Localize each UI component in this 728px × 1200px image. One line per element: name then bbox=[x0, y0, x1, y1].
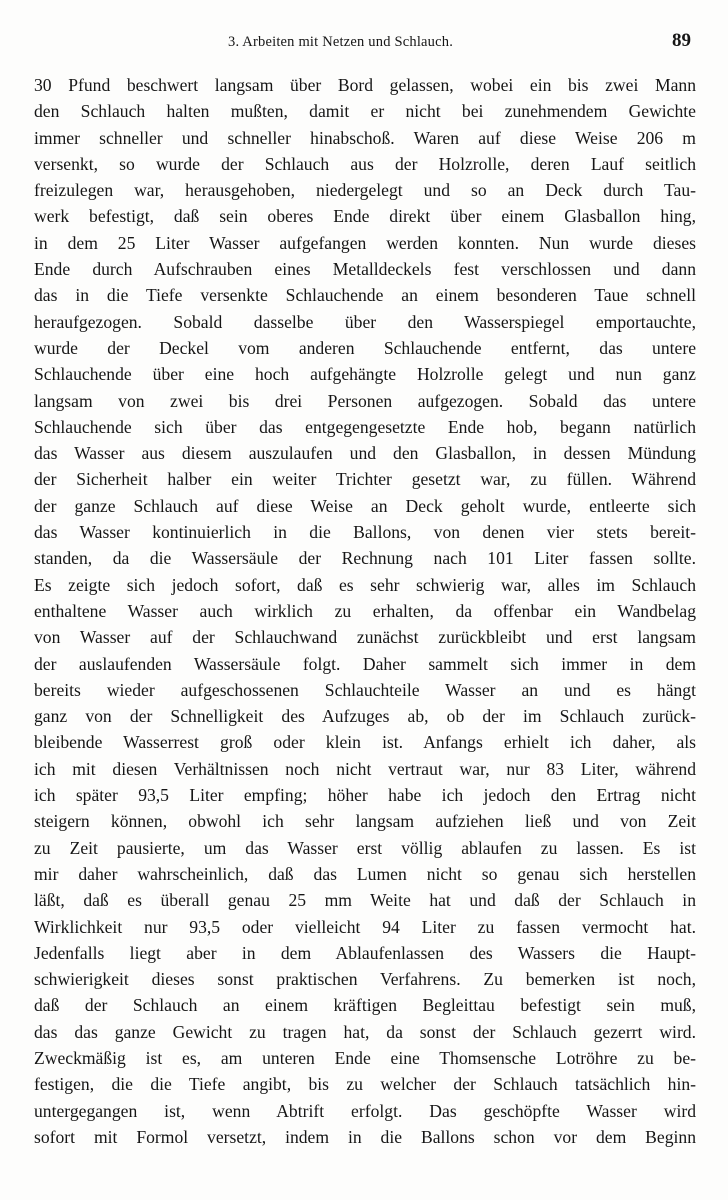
text-line: langsam von zwei bis drei Personen aufgezogen. Sobald das untere bbox=[34, 390, 696, 411]
text-line: daß der Schlauch an einem kräftigen Begleittau befestigt sein muß, bbox=[34, 995, 696, 1016]
text-line: werk befestigt, daß sein oberes Ende direkt über einem Glasballon hing, bbox=[34, 206, 696, 227]
text-line: mir daher wahrscheinlich, daß das Lumen nicht so genau sich herstellen bbox=[34, 863, 696, 884]
text-line: heraufgezogen. Sobald dasselbe über den Wasserspiegel emportauchte, bbox=[34, 311, 696, 332]
text-line: freizulegen war, herausgehoben, niedergelegt und so an Deck durch Tau- bbox=[34, 180, 696, 201]
text-line: sofort mit Formol versetzt, indem in die Ballons schon vor dem Beginn bbox=[34, 1126, 696, 1147]
text-line: in dem 25 Liter Wasser aufgefangen werden konnten. Nun wurde dieses bbox=[34, 232, 696, 253]
text-line: versenkt, so wurde der Schlauch aus der Holzrolle, deren Lauf seitlich bbox=[34, 153, 696, 174]
text-line: schwierigkeit dieses sonst praktischen Verfahrens. Zu bemerken ist noch, bbox=[34, 969, 696, 990]
text-line: der auslaufenden Wassersäule folgt. Daher sammelt sich immer in dem bbox=[34, 653, 696, 674]
text-line: steigern können, obwohl ich sehr langsam aufziehen ließ und von Zeit bbox=[34, 811, 696, 832]
text-line: bleibende Wasserrest groß oder klein ist. Anfangs erhielt ich daher, als bbox=[34, 732, 696, 753]
body-text bbox=[34, 72, 696, 1150]
text-line: zu Zeit pausierte, um das Wasser erst völlig ablaufen zu lassen. Es ist bbox=[34, 837, 696, 858]
text-line: ich später 93,5 Liter empfing; höher habe ich jedoch den Ertrag nicht bbox=[34, 785, 696, 806]
text-line: Schlauchende sich über das entgegengesetzte Ende hob, begann natürlich bbox=[34, 416, 696, 437]
text-line: ganz von der Schnelligkeit des Aufzuges ab, ob der im Schlauch zurück- bbox=[34, 706, 696, 727]
running-title: 3. Arbeiten mit Netzen und Schlauch. bbox=[228, 34, 454, 50]
text-line: untergegangen ist, wenn Abtrift erfolgt. Das geschöpfte Wasser wird bbox=[34, 1100, 696, 1121]
text-line: von Wasser auf der Schlauchwand zunächst zurückbleibt und erst langsam bbox=[34, 627, 696, 648]
text-line: enthaltene Wasser auch wirklich zu erhalten, da offenbar ein Wandbelag bbox=[34, 600, 696, 621]
text-line: das das ganze Gewicht zu tragen hat, da sonst der Schlauch gezerrt wird. bbox=[34, 1021, 696, 1042]
text-line: Wirklichkeit nur 93,5 oder vielleicht 94 Liter zu fassen vermocht hat. bbox=[34, 916, 696, 937]
text-line: wurde der Deckel vom anderen Schlauchende entfernt, das untere bbox=[34, 337, 696, 358]
text-line: den Schlauch halten mußten, damit er nicht bei zunehmendem Gewichte bbox=[34, 101, 696, 122]
text-line: das in die Tiefe versenkte Schlauchende an einem besonderen Taue schnell bbox=[34, 285, 696, 306]
text-line: läßt, daß es überall genau 25 mm Weite hat und daß der Schlauch in bbox=[34, 890, 696, 911]
text-line: das Wasser kontinuierlich in die Ballons, von denen vier stets bereit- bbox=[34, 522, 696, 543]
text-line: Ende durch Aufschrauben eines Metalldeckels fest verschlossen und dann bbox=[34, 259, 696, 280]
running-head bbox=[0, 30, 728, 58]
text-line: der Sicherheit halber ein weiter Trichter gesetzt war, zu füllen. Während bbox=[34, 469, 696, 490]
text-line: Zweckmäßig ist es, am unteren Ende eine Thomsensche Lotröhre zu be- bbox=[34, 1047, 696, 1068]
text-line: festigen, die die Tiefe angibt, bis zu welcher der Schlauch tatsächlich hin- bbox=[34, 1074, 696, 1095]
text-line: standen, da die Wassersäule der Rechnung nach 101 Liter fassen sollte. bbox=[34, 548, 696, 569]
text-line: immer schneller und schneller hinabschoß. Waren auf diese Weise 206 m bbox=[34, 127, 696, 148]
text-line: 30 Pfund beschwert langsam über Bord gelassen, wobei ein bis zwei Mann bbox=[34, 75, 696, 95]
text-line: Es zeigte sich jedoch sofort, daß es sehr schwierig war, alles im Schlauch bbox=[34, 574, 696, 595]
text-line: das Wasser aus diesem auszulaufen und den Glasballon, in dessen Mündung bbox=[34, 443, 696, 464]
text-line: Schlauchende über eine hoch aufgehängte Holzrolle gelegt und nun ganz bbox=[34, 364, 696, 385]
page-number: 89 bbox=[672, 30, 691, 51]
text-line: ich mit diesen Verhältnissen noch nicht vertraut war, nur 83 Liter, während bbox=[34, 758, 696, 779]
text-line: Jedenfalls liegt aber in dem Ablaufenlassen des Wassers die Haupt- bbox=[34, 942, 696, 963]
text-line: der ganze Schlauch auf diese Weise an Deck geholt wurde, entleerte sich bbox=[34, 495, 696, 516]
text-line: bereits wieder aufgeschossenen Schlauchteile Wasser an und es hängt bbox=[34, 679, 696, 700]
